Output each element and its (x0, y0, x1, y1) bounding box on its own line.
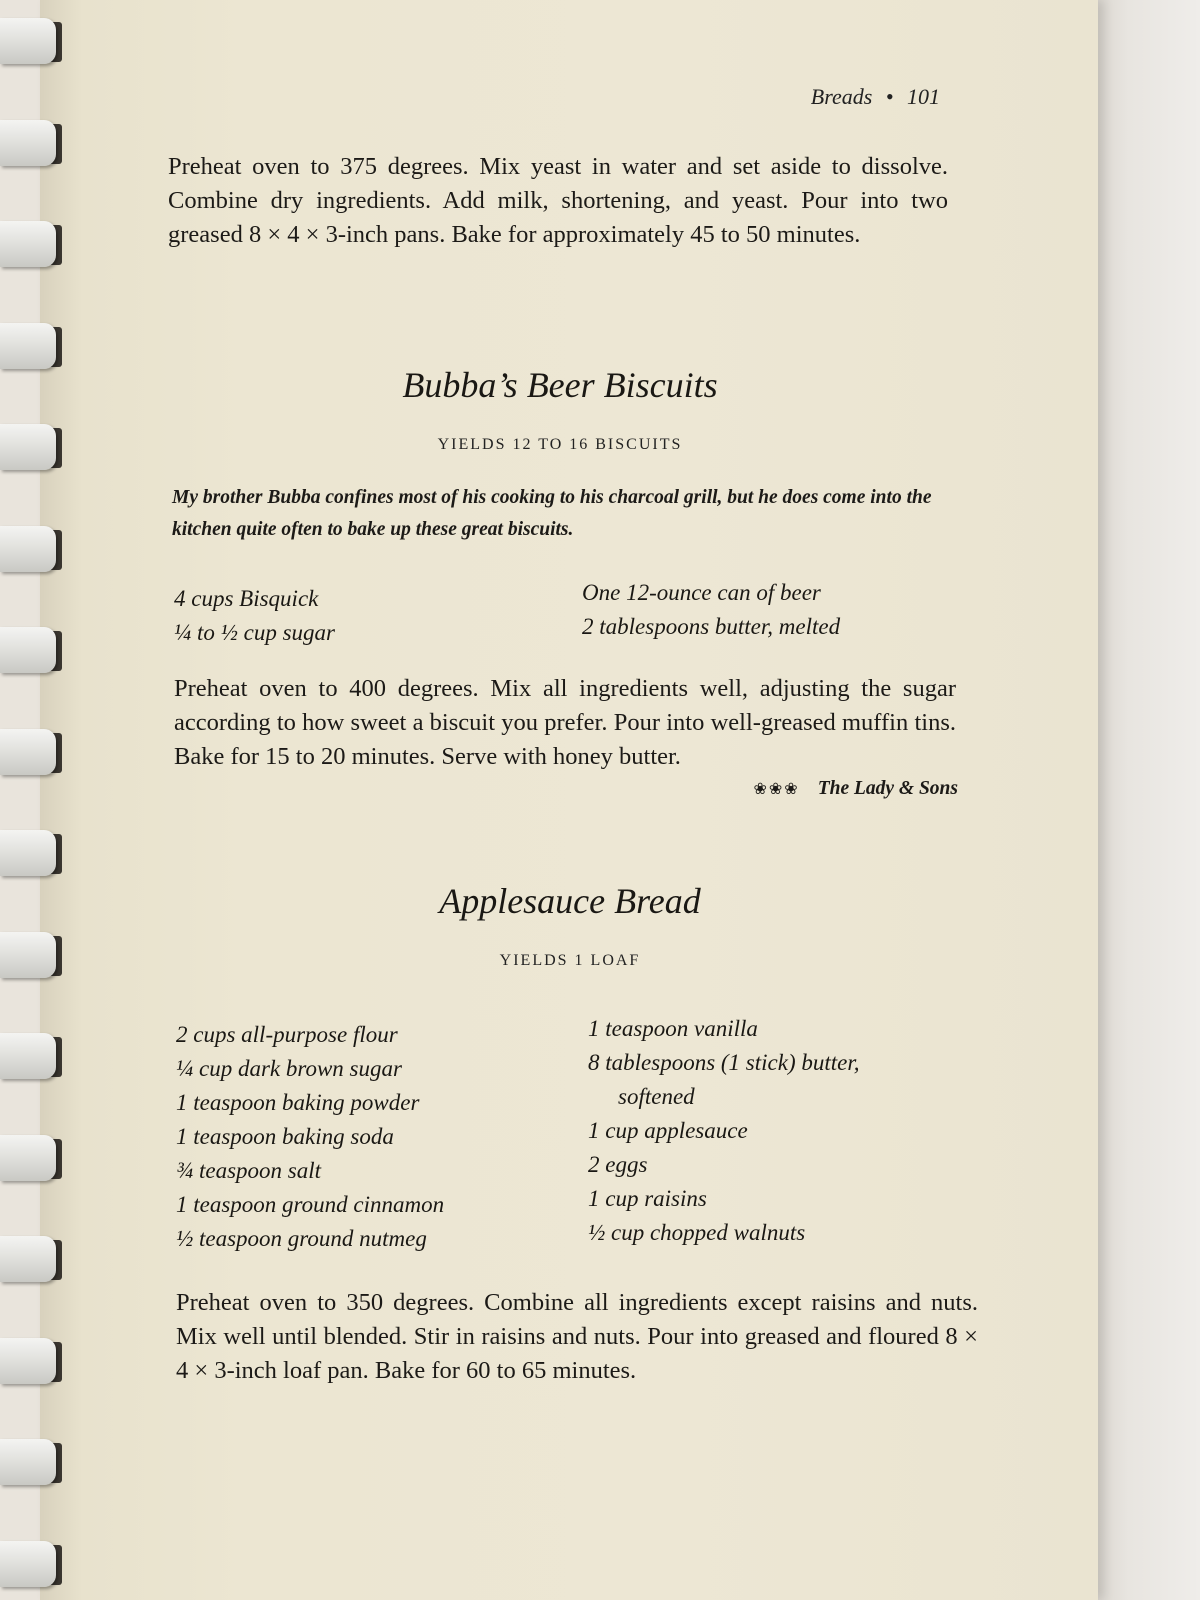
binding-coil (0, 1236, 56, 1282)
ingredient-item: 1 cup raisins (588, 1186, 707, 1211)
separator-dot: • (885, 84, 894, 109)
ingredients-left-column (174, 582, 335, 650)
binding-coil (0, 1439, 56, 1485)
recipe-yield: YIELDS 1 LOAF (499, 952, 641, 969)
binding-coil (0, 830, 56, 876)
ingredient-item: 1 cup applesauce (588, 1118, 748, 1143)
binding-coil (0, 627, 56, 673)
binding-coil (0, 1033, 56, 1079)
ingredient-item: 1 teaspoon baking powder (176, 1090, 420, 1115)
binding-coil (0, 1541, 56, 1587)
ingredient-item: 2 eggs (588, 1152, 648, 1177)
ingredient-item: ½ cup chopped walnuts (588, 1220, 806, 1245)
recipe-directions: Preheat oven to 350 degrees. Combine all ingredients except raisins and nuts. Mix well until blended. Stir in raisins and nuts. Pour into greased and floured 8 × 4 × 3-inch loaf pan. Bake for 60 to 65 minutes. (176, 1289, 978, 1384)
intro-paragraph: Preheat oven to 375 degrees. Mix yeast in water and set aside to dissolve. Combine dry ingredients. Add milk, shortening, and yeast. Pour into two greased 8 × 4 × 3-inch pans. Bake for approximately 45 to 50 minutes. (168, 153, 948, 248)
recipe-directions: Preheat oven to 400 degrees. Mix all ingredients well, adjusting the sugar according to how sweet a biscuit you prefer. Pour into well-greased muffin tins. Bake for 15 to 20 minutes. Serve with honey butter. (174, 675, 956, 770)
ingredient-item: ¼ to ½ cup sugar (174, 620, 335, 645)
flower-ornament-icon: ❀❀❀ (753, 781, 800, 798)
binding-coil (0, 729, 56, 775)
page-number: 101 (907, 84, 940, 109)
binding-coil (0, 221, 56, 267)
ingredient-item: 2 cups all-purpose flour (176, 1022, 398, 1047)
attribution-text: The Lady & Sons (817, 778, 958, 799)
binding-coil (0, 932, 56, 978)
ingredients-right-column (588, 1012, 860, 1250)
ingredient-item: One 12-ounce can of beer (582, 580, 821, 605)
binding-coil (0, 1135, 56, 1181)
ingredient-item: 1 teaspoon baking soda (176, 1124, 394, 1149)
section-name: Breads (810, 84, 873, 109)
ingredients-right-column (582, 576, 840, 644)
ingredient-item: 2 tablespoons butter, melted (582, 614, 841, 639)
binding-coil (0, 526, 56, 572)
ingredient-item: ¼ cup dark brown sugar (176, 1056, 402, 1081)
recipe-attribution (690, 778, 958, 800)
recipe-title: Applesauce Bread (439, 881, 701, 921)
ingredient-item: ½ teaspoon ground nutmeg (176, 1226, 427, 1251)
ingredient-item-continued: softened (618, 1084, 695, 1109)
binding-coil (0, 1338, 56, 1384)
ingredient-item: ¾ teaspoon salt (176, 1158, 322, 1183)
ingredient-item: 1 teaspoon vanilla (588, 1016, 758, 1041)
recipe-headnote: My brother Bubba confines most of his cooking to his charcoal grill, but he does come into the kitchen quite often to bake up these great biscuits. (172, 487, 932, 540)
ingredient-item: 8 tablespoons (1 stick) butter, (588, 1050, 860, 1075)
ingredient-item: 1 teaspoon ground cinnamon (176, 1192, 445, 1217)
binding-coil (0, 424, 56, 470)
recipe-yield: YIELDS 12 TO 16 BISCUITS (437, 436, 683, 453)
spiral-binding (0, 0, 70, 1600)
running-head (780, 84, 940, 110)
binding-coil (0, 120, 56, 166)
ingredients-left-column (176, 1018, 444, 1256)
binding-coil (0, 18, 56, 64)
binding-coil (0, 323, 56, 369)
recipe-title: Bubba’s Beer Biscuits (402, 365, 718, 405)
background-surface (1098, 0, 1200, 1600)
ingredient-item: 4 cups Bisquick (174, 586, 319, 611)
